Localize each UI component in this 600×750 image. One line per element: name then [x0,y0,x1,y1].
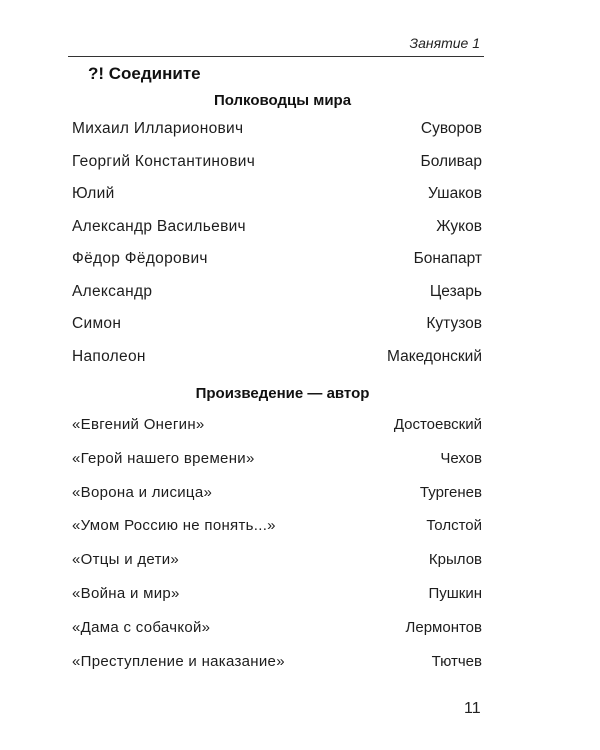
surname-cell: Кутузов [426,315,482,332]
first-name-cell: Михаил Илларионович [72,120,244,137]
surname-cell: Цезарь [429,282,482,300]
match-row [72,153,482,186]
author-cell: Тютчев [431,652,482,670]
surname-cell: Бонапарт [413,250,482,267]
match-row [72,484,482,518]
first-name-cell: Фёдор Фёдорович [72,250,208,267]
match-row [72,416,482,450]
running-header [68,34,484,57]
match-row [72,517,482,551]
work-title-cell: «Отцы и дети» [72,551,180,569]
work-title-cell: «Герой нашего времени» [72,449,255,467]
match-row [72,450,482,484]
match-row [72,218,482,251]
task-title: ?! Соедините [88,64,201,83]
match-row [72,250,482,283]
first-name-cell: Наполеон [72,347,146,365]
first-name-cell: Александр [72,282,153,300]
author-cell: Чехов [440,449,482,467]
work-title-cell: «Война и мир» [72,584,180,602]
section-heading-commanders: Полководцы мира [213,92,352,109]
match-row [72,283,482,316]
match-row [72,551,482,585]
author-cell: Лермонтов [405,618,482,636]
work-title-cell: «Умом Россию не понять...» [72,517,276,535]
author-cell: Пушкин [428,584,482,602]
surname-cell: Боливар [420,152,482,170]
lesson-label: Занятие 1 [409,35,480,51]
surname-cell: Суворов [420,120,482,137]
surname-cell: Македонский [386,347,482,365]
match-row [72,585,482,619]
author-cell: Тургенев [419,483,482,501]
first-name-cell: Александр Васильевич [72,217,246,235]
author-cell: Крылов [428,551,482,569]
first-name-cell: Юлий [72,185,115,202]
author-cell: Достоевский [393,416,482,433]
first-name-cell: Георгий Константинович [72,152,256,170]
author-cell: Толстой [426,517,482,535]
first-name-cell: Симон [72,315,122,332]
match-row [72,653,482,687]
work-title-cell: «Ворона и лисица» [72,483,213,501]
surname-cell: Ушаков [427,185,482,202]
works-match-list [72,416,482,686]
work-title-cell: «Преступление и наказание» [72,652,285,670]
work-title-cell: «Евгений Онегин» [72,416,205,433]
commanders-match-list [72,120,482,380]
match-row [72,185,482,218]
work-title-cell: «Дама с собачкой» [72,618,211,636]
match-row [72,348,482,381]
section-heading-works: Произведение — автор [195,385,370,402]
match-row [72,619,482,653]
match-row [72,315,482,348]
page-number: 11 [464,700,481,717]
match-row [72,120,482,153]
surname-cell: Жуков [436,217,482,235]
